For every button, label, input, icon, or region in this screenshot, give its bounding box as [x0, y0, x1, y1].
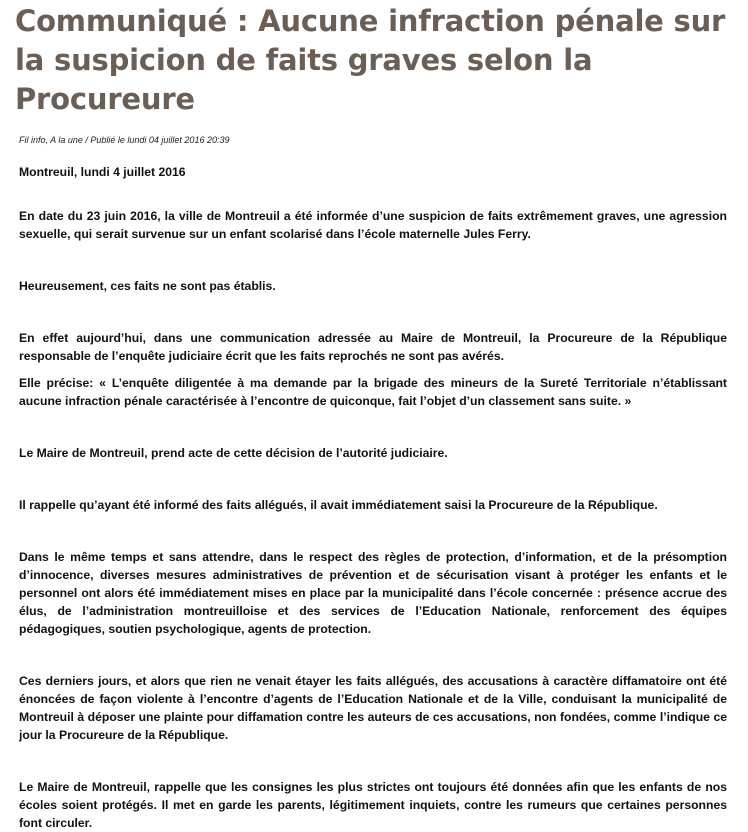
paragraph: En date du 23 juin 2016, la ville de Montreuil a été informée d’une suspicion de faits extrêmement graves, une agression sexuelle, qui serait survenue sur un enfant scolarisé dans l’école maternelle Jules Ferry.: [19, 209, 727, 241]
dateline: Montreuil, lundi 4 juillet 2016: [19, 165, 186, 179]
quote-paragraph: Elle précise: « L’enquête diligentée à ma demande par la brigade des mineurs de la Sureté Territoriale n’établissant aucune infraction pénale caractérisée à l’encontre de quiconque, fait l’objet d’un classement sans suite. »: [19, 376, 727, 408]
paragraph: En effet aujourd’hui, dans une communication adressée au Maire de Montreuil, la Procureure de la République responsable de l’enquête judiciaire écrit que les faits reprochés ne sont pas avérés.: [19, 331, 727, 363]
paragraph: Le Maire de Montreuil, rappelle que les consignes les plus strictes ont toujours été données afin que les enfants de nos écoles soient protégés. Il met en garde les parents, légitimement inquiets, contre les rumeurs que certaines personnes font circuler.: [19, 780, 727, 830]
paragraph: Le Maire de Montreuil, prend acte de cette décision de l’autorité judiciaire.: [19, 446, 448, 460]
paragraph: Heureusement, ces faits ne sont pas établis.: [19, 279, 276, 293]
article-meta: Fil info, A la une / Publié le lundi 04 juillet 2016 20:39: [19, 135, 230, 145]
paragraph: Ces derniers jours, et alors que rien ne venait étayer les faits allégués, des accusations à caractère diffamatoire ont été énoncées de façon violente à l’encontre d’agents de l’Education Nationale et de la Ville, conduisant la municipalité de Montreuil à déposer une plainte pour diffamation contre les auteurs de ces accusations, non fondées, comme l’indique ce jour la Procureure de la République.: [19, 674, 727, 742]
article-title: Communiqué : Aucune infraction pénale sur la suspicion de faits graves selon la Procureure: [15, 4, 726, 116]
article: [15, 0, 727, 832]
article-body: [19, 163, 727, 832]
paragraph: Il rappelle qu’ayant été informé des faits allégués, il avait immédiatement saisi la Procureure de la République.: [19, 498, 658, 512]
paragraph: Dans le même temps et sans attendre, dans le respect des règles de protection, d’information, et de la présomption d’innocence, diverses mesures administratives de prévention et de sécurisation visant à protéger les enfants et le personnel ont alors été immédiatement mises en place par la municipalité dans l’école concernée : présence accrue des élus, de l’administration montreuilloise et des services de l’Education Nationale, renforcement des équipes pédagogiques, soutien psychologique, agents de protection.: [19, 550, 727, 636]
